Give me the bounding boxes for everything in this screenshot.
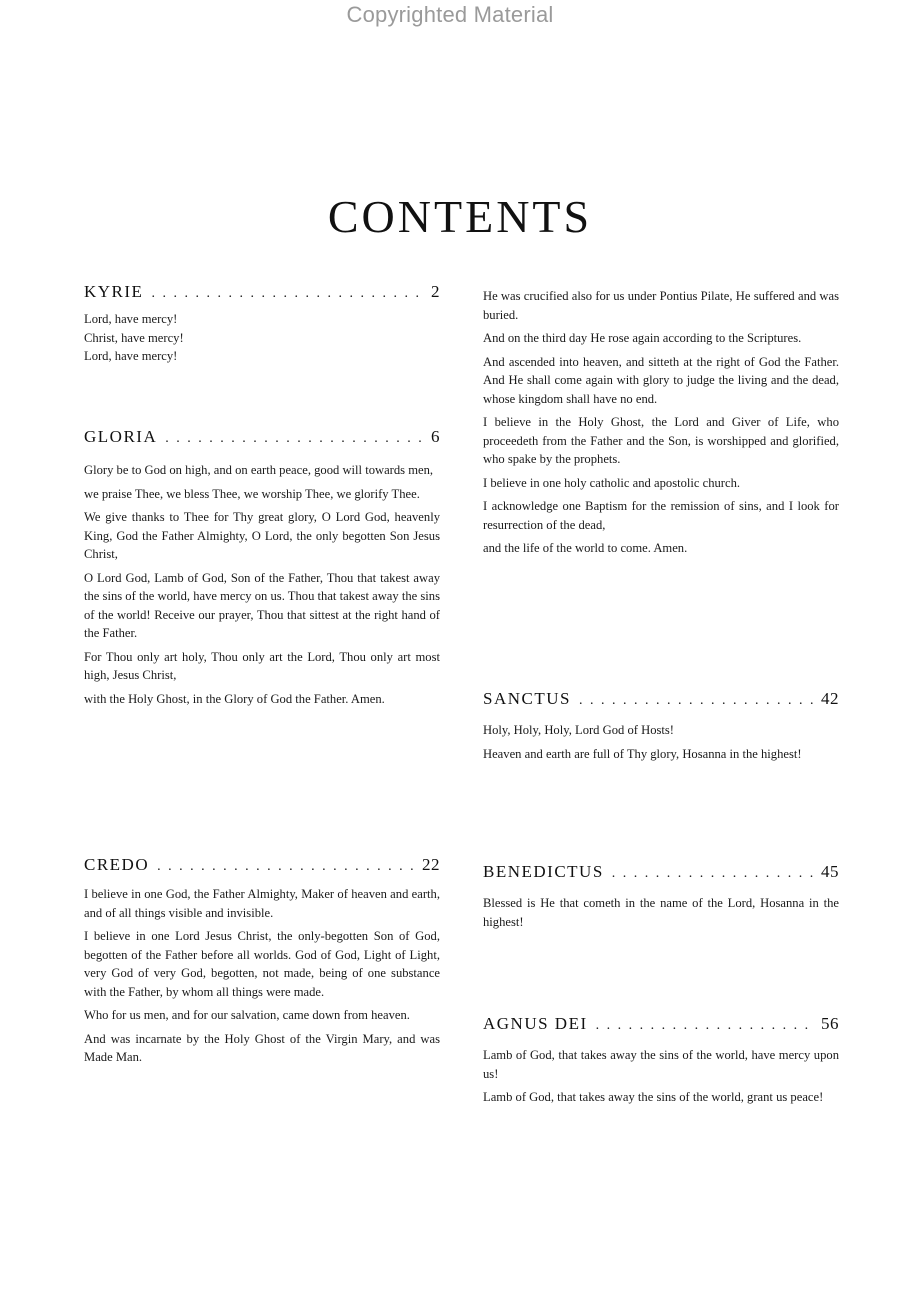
- section-name: CREDO: [84, 855, 150, 874]
- dot-leader: [151, 286, 425, 302]
- paragraph: Lamb of God, that takes away the sins of the world, have mercy upon us!: [483, 1048, 839, 1081]
- text-line: Lord, have mercy!: [84, 312, 178, 326]
- section-name: SANCTUS: [483, 689, 571, 708]
- paragraph: I believe in one Lord Jesus Christ, the only-begotten Son of God, begotten of the Father before all worlds. God of God, Light of Light, very God of very God, begotten, not made, being of one substance with the Father, by whom all things were made.: [84, 929, 440, 999]
- paragraph: He was crucified also for us under Pontius Pilate, He suffered and was buried.: [483, 289, 839, 322]
- section-credo: [84, 855, 440, 1072]
- section-kyrie: [84, 282, 440, 366]
- page-number: 2: [431, 282, 440, 301]
- paragraph: I believe in the Holy Ghost, the Lord and Giver of Life, who proceedeth from the Father and the Son, is worshipped and glorified, who spake by the prophets.: [483, 415, 839, 466]
- paragraph: Heaven and earth are full of Thy glory, Hosanna in the highest!: [483, 746, 802, 761]
- text-line: Lord, have mercy!: [84, 349, 178, 363]
- section-heading[interactable]: [483, 1014, 839, 1034]
- section-agnus-dei: [483, 1014, 839, 1112]
- paragraph: we praise Thee, we bless Thee, we worship Thee, we glorify Thee.: [84, 486, 420, 501]
- section-heading[interactable]: [84, 282, 440, 302]
- text-line: Christ, have mercy!: [84, 330, 184, 345]
- page-number: 56: [821, 1014, 839, 1033]
- section-sanctus: [483, 689, 839, 768]
- page-title: CONTENTS: [327, 191, 593, 242]
- paragraph: I believe in one holy catholic and apostolic church.: [483, 475, 741, 490]
- section-heading[interactable]: [84, 427, 440, 447]
- section-name: GLORIA: [84, 427, 158, 446]
- paragraph: Blessed is He that cometh in the name of the Lord, Hosanna in the highest!: [483, 896, 839, 929]
- section-gloria: [84, 427, 440, 713]
- page-number: 6: [431, 427, 440, 446]
- dot-leader: [612, 866, 815, 882]
- dot-leader: [579, 693, 815, 709]
- paragraph: O Lord God, Lamb of God, Son of the Father, Thou that takest away the sins of the world, have mercy on us. Thou that takest away the sins of the world! Receive our prayer, Thou that sittest at the right hand of the Father.: [84, 570, 440, 640]
- paragraph: and the life of the world to come. Amen.: [483, 541, 688, 555]
- watermark: Copyrighted Material: [346, 2, 554, 27]
- paragraph: I believe in one God, the Father Almighty, Maker of heaven and earth, and of all things visible and invisible.: [84, 887, 440, 920]
- paragraph: Lamb of God, that takes away the sins of the world, grant us peace!: [483, 1090, 824, 1104]
- paragraph: And ascended into heaven, and sitteth at the right of God the Father. And He shall come again with glory to judge the living and the dead, whose kingdom shall have no end.: [483, 354, 839, 406]
- credo-continued: [483, 287, 839, 563]
- paragraph: Holy, Holy, Holy, Lord God of Hosts!: [483, 723, 674, 737]
- section-heading[interactable]: [483, 689, 839, 709]
- paragraph: And was incarnate by the Holy Ghost of the Virgin Mary, and was Made Man.: [84, 1031, 440, 1064]
- paragraph: Who for us men, and for our salvation, came down from heaven.: [84, 1008, 410, 1022]
- paragraph: with the Holy Ghost, in the Glory of God the Father. Amen.: [84, 691, 385, 706]
- section-name: BENEDICTUS: [483, 862, 604, 881]
- page-number: 22: [422, 855, 440, 874]
- paragraph: For Thou only art holy, Thou only art the Lord, Thou only art most high, Jesus Christ,: [84, 649, 440, 682]
- dot-leader: [165, 431, 425, 447]
- section-name: KYRIE: [84, 282, 144, 301]
- paragraph: And on the third day He rose again according to the Scriptures.: [483, 331, 802, 345]
- page-number: 42: [821, 689, 839, 708]
- section-name: AGNUS DEI: [483, 1014, 588, 1033]
- paragraph: We give thanks to Thee for Thy great glory, O Lord God, heavenly King, God the Father Almighty, O Lord, the only begotten Son Jesus Christ,: [84, 510, 440, 561]
- paragraph: I acknowledge one Baptism for the remission of sins, and I look for resurrection of the dead,: [483, 499, 839, 532]
- section-heading[interactable]: [483, 862, 839, 882]
- page-number: 45: [821, 862, 839, 881]
- section-benedictus: [483, 862, 839, 936]
- dot-leader: [596, 1018, 815, 1034]
- paragraph: Glory be to God on high, and on earth peace, good will towards men,: [84, 463, 434, 477]
- section-heading[interactable]: [84, 855, 440, 875]
- dot-leader: [157, 859, 416, 875]
